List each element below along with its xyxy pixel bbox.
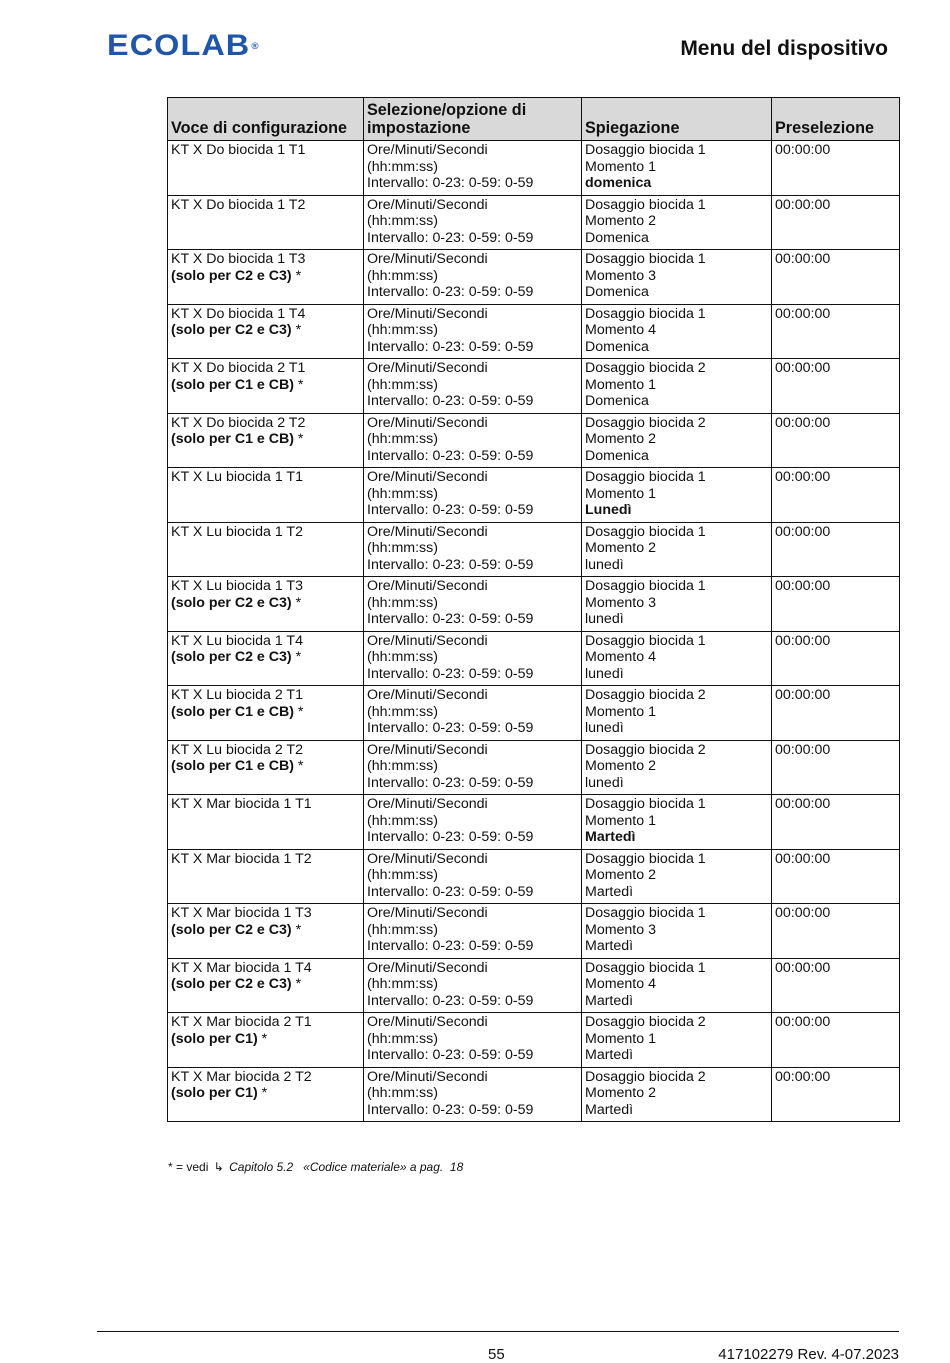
config-item-cell bbox=[168, 468, 364, 523]
config-item-note-line bbox=[171, 976, 360, 993]
explanation-line: Dosaggio biocida 1 bbox=[585, 305, 706, 322]
explanation-line: Dosaggio biocida 1 bbox=[585, 523, 706, 540]
setting-option-line: (hh:mm:ss) bbox=[367, 649, 438, 666]
setting-option-line: Intervallo: 0-23: 0-59: 0-59 bbox=[367, 611, 534, 628]
config-item-name: KT X Lu biocida 1 T4 bbox=[171, 632, 303, 649]
config-item-cell bbox=[168, 304, 364, 359]
preset-cell: 00:00:00 bbox=[772, 1067, 900, 1122]
config-item-cell bbox=[168, 359, 364, 414]
setting-option-cell bbox=[364, 413, 582, 468]
config-item-name: KT X Lu biocida 2 T2 bbox=[171, 741, 303, 758]
explanation-line: Dosaggio biocida 1 bbox=[585, 196, 706, 213]
table-row bbox=[168, 195, 900, 250]
footer-divider bbox=[97, 1331, 899, 1332]
footnote-marker: * bbox=[291, 976, 302, 993]
setting-option-line: Ore/Minuti/Secondi bbox=[367, 687, 488, 703]
setting-option-line: Intervallo: 0-23: 0-59: 0-59 bbox=[367, 665, 534, 682]
config-item-note: (solo per C1 e CB) bbox=[171, 431, 294, 448]
setting-option-cell bbox=[364, 686, 582, 741]
setting-option-line: (hh:mm:ss) bbox=[367, 976, 438, 993]
setting-option-line: Ore/Minuti/Secondi bbox=[367, 1014, 488, 1030]
setting-option-line: Ore/Minuti/Secondi bbox=[367, 796, 488, 812]
explanation-cell bbox=[582, 577, 772, 632]
explanation-cell bbox=[582, 522, 772, 577]
table-row bbox=[168, 250, 900, 305]
preset-cell: 00:00:00 bbox=[772, 795, 900, 850]
setting-option-line: (hh:mm:ss) bbox=[367, 703, 438, 720]
config-item-name: KT X Do biocida 1 T1 bbox=[171, 142, 306, 158]
config-item-cell bbox=[168, 849, 364, 904]
config-item-cell bbox=[168, 958, 364, 1013]
setting-option-line: Ore/Minuti/Secondi bbox=[367, 469, 488, 485]
config-item-cell bbox=[168, 1067, 364, 1122]
config-item-name: KT X Do biocida 2 T2 bbox=[171, 414, 306, 431]
table-row bbox=[168, 631, 900, 686]
config-item-note-line bbox=[171, 595, 360, 612]
explanation-line: Momento 1 bbox=[585, 1030, 656, 1047]
explanation-cell bbox=[582, 740, 772, 795]
cross-reference-arrow-icon: ↳ bbox=[213, 1160, 224, 1174]
setting-option-line: Ore/Minuti/Secondi bbox=[367, 741, 488, 758]
config-item-note: (solo per C1) bbox=[171, 1085, 258, 1102]
explanation-day: domenica bbox=[585, 175, 652, 192]
explanation-line: Momento 1 bbox=[585, 158, 656, 175]
setting-option-line: Intervallo: 0-23: 0-59: 0-59 bbox=[367, 938, 534, 955]
setting-option-cell bbox=[364, 195, 582, 250]
footnote-marker: * bbox=[291, 594, 302, 611]
setting-option-line: Intervallo: 0-23: 0-59: 0-59 bbox=[367, 829, 534, 846]
setting-option-line: (hh:mm:ss) bbox=[367, 758, 438, 775]
setting-option-cell bbox=[364, 631, 582, 686]
table-header-row bbox=[168, 98, 900, 141]
explanation-line: Dosaggio biocida 2 bbox=[585, 1014, 706, 1030]
preset-cell: 00:00:00 bbox=[772, 740, 900, 795]
setting-option-line: Ore/Minuti/Secondi bbox=[367, 905, 488, 921]
explanation-line: Dosaggio biocida 1 bbox=[585, 469, 706, 485]
setting-option-line: Ore/Minuti/Secondi bbox=[367, 523, 488, 540]
preset-cell: 00:00:00 bbox=[772, 849, 900, 904]
explanation-cell bbox=[582, 413, 772, 468]
config-item-note-line bbox=[171, 268, 360, 285]
config-item-cell bbox=[168, 413, 364, 468]
setting-option-line: (hh:mm:ss) bbox=[367, 267, 438, 284]
config-item-note: (solo per C1 e CB) bbox=[171, 758, 294, 775]
setting-option-line: Ore/Minuti/Secondi bbox=[367, 1068, 488, 1085]
configuration-table bbox=[167, 97, 900, 1122]
config-item-note-line bbox=[171, 377, 360, 394]
config-item-note: (solo per C2 e C3) bbox=[171, 594, 292, 611]
explanation-line: Dosaggio biocida 1 bbox=[585, 251, 706, 267]
table-row bbox=[168, 1013, 900, 1068]
page-number: 55 bbox=[488, 1346, 505, 1363]
setting-option-line: Ore/Minuti/Secondi bbox=[367, 414, 488, 431]
explanation-day: Martedì bbox=[585, 883, 634, 900]
table-row bbox=[168, 468, 900, 523]
setting-option-line: Ore/Minuti/Secondi bbox=[367, 196, 488, 213]
setting-option-cell bbox=[364, 304, 582, 359]
explanation-line: Dosaggio biocida 2 bbox=[585, 687, 706, 703]
table-row bbox=[168, 577, 900, 632]
config-item-note: (solo per C2 e C3) bbox=[171, 322, 292, 339]
explanation-line: Momento 1 bbox=[585, 703, 656, 720]
explanation-day: Domenica bbox=[585, 447, 649, 464]
explanation-line: Dosaggio biocida 1 bbox=[585, 142, 706, 158]
setting-option-line: (hh:mm:ss) bbox=[367, 921, 438, 938]
explanation-day: lunedì bbox=[585, 774, 624, 791]
preset-cell: 00:00:00 bbox=[772, 522, 900, 577]
logo-text: ECOLAB bbox=[107, 29, 251, 62]
explanation-line: Momento 4 bbox=[585, 649, 656, 666]
preset-cell: 00:00:00 bbox=[772, 468, 900, 523]
setting-option-line: Intervallo: 0-23: 0-59: 0-59 bbox=[367, 175, 534, 192]
footnote bbox=[168, 1160, 463, 1174]
explanation-line: Momento 4 bbox=[585, 322, 656, 339]
setting-option-line: (hh:mm:ss) bbox=[367, 1030, 438, 1047]
config-item-name: KT X Do biocida 1 T4 bbox=[171, 305, 306, 322]
table-row bbox=[168, 904, 900, 959]
config-item-name: KT X Mar biocida 2 T2 bbox=[171, 1068, 312, 1085]
explanation-line: Momento 1 bbox=[585, 376, 656, 393]
footnote-marker: * bbox=[257, 1085, 268, 1102]
explanation-cell bbox=[582, 359, 772, 414]
explanation-day: Martedì bbox=[585, 992, 634, 1009]
footnote-marker: * bbox=[293, 758, 304, 775]
setting-option-cell bbox=[364, 740, 582, 795]
footnote-marker: * bbox=[257, 1030, 268, 1047]
explanation-cell bbox=[582, 631, 772, 686]
setting-option-cell bbox=[364, 849, 582, 904]
preset-cell: 00:00:00 bbox=[772, 250, 900, 305]
setting-option-line: Intervallo: 0-23: 0-59: 0-59 bbox=[367, 1101, 534, 1118]
explanation-cell bbox=[582, 904, 772, 959]
explanation-day: lunedì bbox=[585, 611, 624, 628]
config-item-note: (solo per C1 e CB) bbox=[171, 376, 294, 393]
config-item-name: KT X Mar biocida 1 T2 bbox=[171, 850, 312, 867]
setting-option-line: Ore/Minuti/Secondi bbox=[367, 360, 488, 376]
explanation-line: Momento 4 bbox=[585, 976, 656, 993]
setting-option-cell bbox=[364, 577, 582, 632]
config-item-note: (solo per C1) bbox=[171, 1030, 258, 1047]
table-row bbox=[168, 740, 900, 795]
explanation-day: lunedì bbox=[585, 556, 624, 573]
config-item-note-line bbox=[171, 922, 360, 939]
table-row bbox=[168, 958, 900, 1013]
header-preset: Preselezione bbox=[772, 98, 900, 141]
config-item-cell bbox=[168, 250, 364, 305]
header-setting-option: Selezione/opzione di impostazione bbox=[364, 98, 582, 141]
preset-cell: 00:00:00 bbox=[772, 958, 900, 1013]
config-item-cell bbox=[168, 686, 364, 741]
config-item-cell bbox=[168, 795, 364, 850]
table-body bbox=[168, 141, 900, 1122]
config-item-note-line bbox=[171, 704, 360, 721]
config-item-note: (solo per C2 e C3) bbox=[171, 267, 292, 284]
explanation-day: lunedì bbox=[585, 720, 624, 737]
setting-option-line: Ore/Minuti/Secondi bbox=[367, 305, 488, 322]
setting-option-line: (hh:mm:ss) bbox=[367, 158, 438, 175]
explanation-day: Domenica bbox=[585, 338, 649, 355]
explanation-cell bbox=[582, 250, 772, 305]
preset-cell: 00:00:00 bbox=[772, 904, 900, 959]
setting-option-line: (hh:mm:ss) bbox=[367, 213, 438, 230]
footnote-marker: * bbox=[291, 322, 302, 339]
explanation-line: Dosaggio biocida 2 bbox=[585, 1068, 706, 1085]
preset-cell: 00:00:00 bbox=[772, 686, 900, 741]
setting-option-cell bbox=[364, 250, 582, 305]
setting-option-cell bbox=[364, 795, 582, 850]
explanation-line: Dosaggio biocida 1 bbox=[585, 632, 706, 649]
config-item-note: (solo per C1 e CB) bbox=[171, 703, 294, 720]
setting-option-cell bbox=[364, 141, 582, 196]
setting-option-line: (hh:mm:ss) bbox=[367, 322, 438, 339]
setting-option-cell bbox=[364, 468, 582, 523]
footnote-marker: * bbox=[291, 267, 302, 284]
registered-mark: ® bbox=[251, 41, 260, 51]
explanation-cell bbox=[582, 195, 772, 250]
explanation-line: Dosaggio biocida 2 bbox=[585, 414, 706, 431]
setting-option-cell bbox=[364, 1013, 582, 1068]
explanation-line: Momento 1 bbox=[585, 812, 656, 829]
config-item-name: KT X Mar biocida 1 T4 bbox=[171, 959, 312, 976]
setting-option-line: Ore/Minuti/Secondi bbox=[367, 850, 488, 867]
explanation-day: Domenica bbox=[585, 284, 649, 301]
footnote-marker: * bbox=[293, 376, 304, 393]
explanation-day: Domenica bbox=[585, 393, 649, 410]
footnote-prefix: * = vedi bbox=[168, 1160, 209, 1174]
explanation-day: Domenica bbox=[585, 229, 649, 246]
explanation-cell bbox=[582, 141, 772, 196]
config-item-note-line bbox=[171, 431, 360, 448]
config-item-note-line bbox=[171, 1085, 360, 1102]
explanation-line: Momento 2 bbox=[585, 540, 656, 557]
explanation-line: Momento 3 bbox=[585, 594, 656, 611]
preset-cell: 00:00:00 bbox=[772, 141, 900, 196]
header-explanation: Spiegazione bbox=[582, 98, 772, 141]
config-item-name: KT X Lu biocida 1 T2 bbox=[171, 523, 303, 540]
config-item-name: KT X Lu biocida 1 T1 bbox=[171, 469, 303, 485]
config-item-cell bbox=[168, 631, 364, 686]
setting-option-line: (hh:mm:ss) bbox=[367, 540, 438, 557]
explanation-day: Martedì bbox=[585, 938, 634, 955]
table-row bbox=[168, 413, 900, 468]
explanation-line: Momento 3 bbox=[585, 267, 656, 284]
explanation-day: Martedì bbox=[585, 1101, 634, 1118]
explanation-line: Dosaggio biocida 1 bbox=[585, 959, 706, 976]
config-item-cell bbox=[168, 740, 364, 795]
setting-option-line: Intervallo: 0-23: 0-59: 0-59 bbox=[367, 284, 534, 301]
config-item-note-line bbox=[171, 758, 360, 775]
explanation-line: Momento 1 bbox=[585, 485, 656, 502]
setting-option-line: (hh:mm:ss) bbox=[367, 812, 438, 829]
table-row bbox=[168, 359, 900, 414]
setting-option-line: Intervallo: 0-23: 0-59: 0-59 bbox=[367, 447, 534, 464]
explanation-cell bbox=[582, 1013, 772, 1068]
preset-cell: 00:00:00 bbox=[772, 577, 900, 632]
footnote-marker: * bbox=[293, 431, 304, 448]
explanation-cell bbox=[582, 686, 772, 741]
setting-option-line: Intervallo: 0-23: 0-59: 0-59 bbox=[367, 229, 534, 246]
config-item-note-line bbox=[171, 322, 360, 339]
config-item-cell bbox=[168, 904, 364, 959]
table-row bbox=[168, 304, 900, 359]
config-item-cell bbox=[168, 522, 364, 577]
explanation-line: Dosaggio biocida 2 bbox=[585, 741, 706, 758]
explanation-cell bbox=[582, 958, 772, 1013]
setting-option-line: (hh:mm:ss) bbox=[367, 485, 438, 502]
explanation-cell bbox=[582, 849, 772, 904]
config-item-name: KT X Mar biocida 1 T3 bbox=[171, 905, 312, 921]
header-config-item: Voce di configurazione bbox=[168, 98, 364, 141]
footnote-marker: * bbox=[291, 649, 302, 666]
explanation-cell bbox=[582, 468, 772, 523]
table-row bbox=[168, 522, 900, 577]
setting-option-line: Intervallo: 0-23: 0-59: 0-59 bbox=[367, 556, 534, 573]
table-row bbox=[168, 795, 900, 850]
setting-option-line: Ore/Minuti/Secondi bbox=[367, 142, 488, 158]
config-item-name: KT X Lu biocida 1 T3 bbox=[171, 578, 303, 594]
setting-option-line: Intervallo: 0-23: 0-59: 0-59 bbox=[367, 992, 534, 1009]
config-item-name: KT X Mar biocida 1 T1 bbox=[171, 796, 312, 812]
setting-option-line: Ore/Minuti/Secondi bbox=[367, 251, 488, 267]
explanation-cell bbox=[582, 304, 772, 359]
preset-cell: 00:00:00 bbox=[772, 1013, 900, 1068]
config-item-cell bbox=[168, 577, 364, 632]
document-revision: 417102279 Rev. 4-07.2023 bbox=[718, 1346, 899, 1363]
explanation-line: Momento 3 bbox=[585, 921, 656, 938]
table-row bbox=[168, 686, 900, 741]
setting-option-cell bbox=[364, 958, 582, 1013]
config-item-cell bbox=[168, 141, 364, 196]
explanation-day: lunedì bbox=[585, 665, 624, 682]
explanation-day: Lunedì bbox=[585, 502, 632, 519]
setting-option-cell bbox=[364, 904, 582, 959]
explanation-day: Martedì bbox=[585, 1047, 634, 1064]
ecolab-logo bbox=[107, 30, 260, 62]
config-item-name: KT X Do biocida 2 T1 bbox=[171, 360, 306, 376]
explanation-line: Momento 2 bbox=[585, 867, 656, 884]
explanation-day: Martedì bbox=[585, 829, 636, 846]
footnote-marker: * bbox=[293, 703, 304, 720]
setting-option-line: (hh:mm:ss) bbox=[367, 594, 438, 611]
explanation-line: Momento 2 bbox=[585, 431, 656, 448]
explanation-line: Momento 2 bbox=[585, 758, 656, 775]
setting-option-line: Ore/Minuti/Secondi bbox=[367, 959, 488, 976]
setting-option-line: Intervallo: 0-23: 0-59: 0-59 bbox=[367, 883, 534, 900]
explanation-line: Momento 2 bbox=[585, 1085, 656, 1102]
setting-option-line: Intervallo: 0-23: 0-59: 0-59 bbox=[367, 338, 534, 355]
config-item-note: (solo per C2 e C3) bbox=[171, 921, 292, 938]
explanation-line: Dosaggio biocida 1 bbox=[585, 796, 706, 812]
explanation-cell bbox=[582, 1067, 772, 1122]
config-item-note: (solo per C2 e C3) bbox=[171, 649, 292, 666]
setting-option-cell bbox=[364, 359, 582, 414]
setting-option-line: (hh:mm:ss) bbox=[367, 1085, 438, 1102]
config-item-cell bbox=[168, 1013, 364, 1068]
page-title: Menu del dispositivo bbox=[680, 37, 888, 60]
preset-cell: 00:00:00 bbox=[772, 304, 900, 359]
setting-option-line: Intervallo: 0-23: 0-59: 0-59 bbox=[367, 393, 534, 410]
config-item-name: KT X Do biocida 1 T3 bbox=[171, 251, 306, 267]
setting-option-cell bbox=[364, 1067, 582, 1122]
table-row bbox=[168, 849, 900, 904]
setting-option-line: (hh:mm:ss) bbox=[367, 431, 438, 448]
setting-option-line: Intervallo: 0-23: 0-59: 0-59 bbox=[367, 720, 534, 737]
config-item-note: (solo per C2 e C3) bbox=[171, 976, 292, 993]
setting-option-line: Intervallo: 0-23: 0-59: 0-59 bbox=[367, 1047, 534, 1064]
table-row bbox=[168, 1067, 900, 1122]
table-row bbox=[168, 141, 900, 196]
explanation-line: Dosaggio biocida 2 bbox=[585, 360, 706, 376]
config-item-cell bbox=[168, 195, 364, 250]
setting-option-line: (hh:mm:ss) bbox=[367, 867, 438, 884]
explanation-line: Momento 2 bbox=[585, 213, 656, 230]
preset-cell: 00:00:00 bbox=[772, 195, 900, 250]
setting-option-line: Ore/Minuti/Secondi bbox=[367, 578, 488, 594]
footnote-marker: * bbox=[291, 921, 302, 938]
setting-option-cell bbox=[364, 522, 582, 577]
setting-option-line: (hh:mm:ss) bbox=[367, 376, 438, 393]
explanation-line: Dosaggio biocida 1 bbox=[585, 578, 706, 594]
preset-cell: 00:00:00 bbox=[772, 359, 900, 414]
explanation-line: Dosaggio biocida 1 bbox=[585, 905, 706, 921]
explanation-line: Dosaggio biocida 1 bbox=[585, 850, 706, 867]
setting-option-line: Ore/Minuti/Secondi bbox=[367, 632, 488, 649]
config-item-name: KT X Do biocida 1 T2 bbox=[171, 196, 306, 213]
config-item-note-line bbox=[171, 649, 360, 666]
setting-option-line: Intervallo: 0-23: 0-59: 0-59 bbox=[367, 502, 534, 519]
setting-option-line: Intervallo: 0-23: 0-59: 0-59 bbox=[367, 774, 534, 791]
config-item-name: KT X Mar biocida 2 T1 bbox=[171, 1014, 312, 1030]
footnote-reference-link[interactable]: Capitolo 5.2 «Codice materiale» a pag. 18 bbox=[229, 1160, 464, 1174]
preset-cell: 00:00:00 bbox=[772, 413, 900, 468]
config-item-note-line bbox=[171, 1031, 360, 1048]
preset-cell: 00:00:00 bbox=[772, 631, 900, 686]
explanation-cell bbox=[582, 795, 772, 850]
config-item-name: KT X Lu biocida 2 T1 bbox=[171, 687, 303, 703]
